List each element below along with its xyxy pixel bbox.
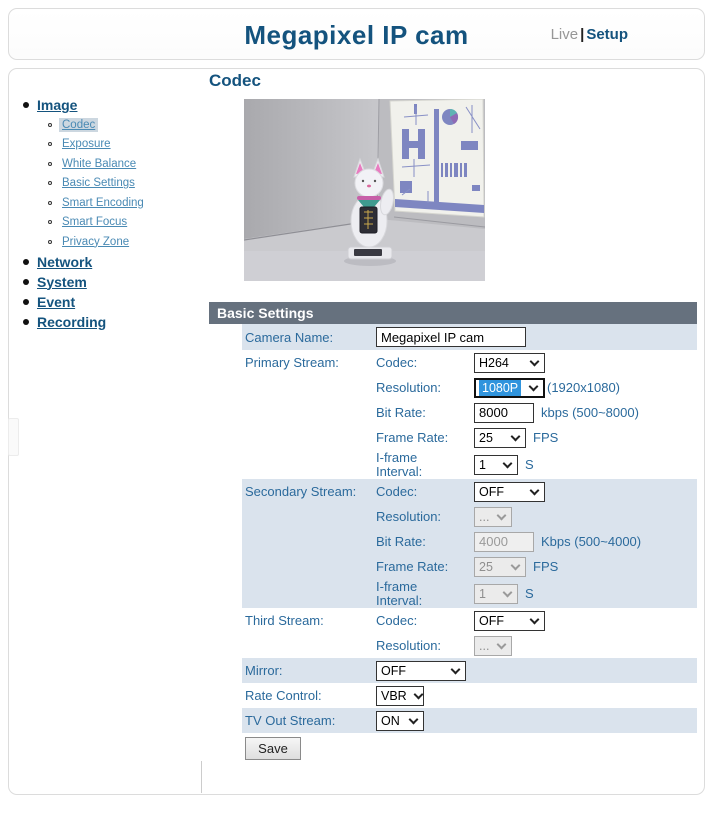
primary-resolution-hint: (1920x1080): [547, 380, 620, 395]
chevron-down-icon: [503, 587, 513, 597]
camera-preview: [244, 99, 485, 281]
primary-resolution-row: [242, 375, 697, 400]
sidebar-item-smart-encoding-label[interactable]: Smart Encoding: [62, 196, 144, 209]
chevron-down-icon: [503, 458, 513, 468]
sidebar-item-network[interactable]: [9, 252, 201, 272]
sidebar-item-white-balance-label[interactable]: White Balance: [62, 157, 137, 170]
primary-codec-select[interactable]: H264: [474, 353, 545, 373]
rate-control-row: [242, 683, 697, 708]
sidebar-item-white-balance[interactable]: [9, 154, 201, 174]
primary-bitrate-input[interactable]: [474, 403, 534, 423]
secondary-iframe-hint: S: [525, 586, 534, 601]
chevron-down-icon: [511, 431, 521, 441]
mirror-label: Mirror:: [245, 663, 283, 678]
sidebar-item-image-label[interactable]: Image: [37, 97, 78, 113]
secondary-resolution-row: [242, 504, 697, 529]
link-separator: |: [580, 26, 585, 43]
secondary-bitrate-input: [474, 532, 534, 552]
chevron-down-icon: [497, 639, 507, 649]
secondary-codec-select[interactable]: OFF: [474, 482, 545, 502]
chevron-down-icon: [530, 485, 540, 495]
sidebar-item-system[interactable]: [9, 272, 201, 292]
sidebar-item-event-label[interactable]: Event: [37, 293, 76, 310]
live-link[interactable]: Live: [550, 26, 579, 43]
sidebar-item-system-label[interactable]: System: [37, 273, 87, 290]
third-resolution-row: [242, 633, 697, 658]
primary-bitrate-hint: kbps (500~8000): [541, 405, 639, 420]
third-codec-label: Codec:: [376, 613, 418, 628]
secondary-resolution-select: ...: [474, 507, 512, 527]
secondary-iframe-select: 1: [474, 584, 518, 604]
primary-iframe-row: [242, 450, 697, 479]
chevron-down-icon: [413, 689, 423, 699]
camera-name-label: Camera Name:: [245, 329, 334, 345]
settings-form: [242, 324, 697, 760]
secondary-bitrate-row: [242, 529, 697, 554]
bullet-circle-icon: [48, 201, 52, 205]
chevron-down-icon: [529, 381, 539, 391]
sidebar-item-basic-settings-label[interactable]: Basic Settings: [62, 177, 135, 190]
primary-stream-label: Primary Stream:: [245, 355, 339, 370]
main-panel: [8, 68, 705, 795]
content-area: [209, 69, 706, 796]
primary-iframe-hint: S: [525, 457, 534, 472]
bullet-dot-icon: [23, 102, 29, 108]
secondary-resolution-label: Resolution:: [376, 509, 442, 524]
primary-framerate-hint: FPS: [533, 430, 559, 445]
chevron-down-icon: [451, 664, 461, 674]
secondary-framerate-label: Frame Rate:: [376, 559, 449, 574]
primary-codec-label: Codec:: [376, 355, 418, 370]
primary-resolution-select[interactable]: 1080P: [474, 378, 545, 398]
sidebar-item-smart-focus-label[interactable]: Smart Focus: [62, 216, 128, 229]
scroll-handle[interactable]: [8, 418, 19, 456]
secondary-framerate-select: 25: [474, 557, 526, 577]
bullet-dot-icon: [23, 319, 29, 325]
secondary-bitrate-hint: Kbps (500~4000): [541, 534, 642, 549]
third-stream-label: Third Stream:: [245, 613, 324, 628]
secondary-stream-label: Secondary Stream:: [245, 484, 357, 499]
camera-name-row: [242, 324, 697, 350]
third-resolution-select: ...: [474, 636, 512, 656]
secondary-framerate-row: [242, 554, 697, 579]
secondary-framerate-hint: FPS: [533, 559, 559, 574]
mirror-select[interactable]: OFF: [376, 661, 466, 681]
bullet-circle-icon: [48, 123, 52, 127]
primary-iframe-label: I-frame Interval:: [376, 449, 423, 479]
bullet-circle-icon: [48, 142, 52, 146]
primary-bitrate-row: [242, 400, 697, 425]
setup-link[interactable]: Setup: [586, 26, 628, 43]
sidebar-item-smart-encoding[interactable]: [9, 193, 201, 213]
chevron-down-icon: [530, 356, 540, 366]
camera-name-input[interactable]: [376, 327, 526, 347]
header: [8, 8, 705, 60]
sidebar-item-codec-label[interactable]: Codec: [59, 118, 98, 132]
primary-codec-row: [242, 350, 697, 375]
secondary-iframe-row: [242, 579, 697, 608]
chevron-down-icon: [497, 510, 507, 520]
save-button[interactable]: Save: [245, 737, 301, 760]
primary-framerate-row: [242, 425, 697, 450]
sidebar-item-event[interactable]: [9, 292, 201, 312]
primary-framerate-select[interactable]: 25: [474, 428, 526, 448]
sidebar-item-exposure[interactable]: [9, 135, 201, 155]
secondary-codec-label: Codec:: [376, 484, 418, 499]
sidebar-item-network-label[interactable]: Network: [37, 253, 93, 270]
chevron-down-icon: [530, 614, 540, 624]
app-title: Megapixel IP cam: [244, 20, 469, 50]
tv-out-row: [242, 708, 697, 733]
primary-framerate-label: Frame Rate:: [376, 430, 449, 445]
sidebar-item-smart-focus[interactable]: [9, 213, 201, 233]
bullet-circle-icon: [48, 220, 52, 224]
third-codec-row: [242, 608, 697, 633]
page-title: Codec: [209, 71, 261, 90]
tv-out-label: TV Out Stream:: [245, 713, 336, 728]
sidebar-item-privacy-zone[interactable]: [9, 232, 201, 252]
rate-control-label: Rate Control:: [245, 688, 322, 703]
secondary-codec-row: [242, 479, 697, 504]
tv-out-select[interactable]: ON: [376, 711, 424, 731]
secondary-iframe-label: I-frame Interval:: [376, 578, 423, 608]
bullet-dot-icon: [23, 279, 29, 285]
sidebar-divider: [201, 761, 202, 793]
sidebar: [9, 69, 201, 332]
bullet-circle-icon: [48, 240, 52, 244]
sidebar-item-exposure-label[interactable]: Exposure: [62, 138, 111, 151]
third-codec-select[interactable]: OFF: [474, 611, 545, 631]
sidebar-item-recording-label[interactable]: Recording: [37, 313, 107, 330]
primary-iframe-select[interactable]: 1: [474, 455, 518, 475]
sidebar-item-basic-settings[interactable]: [9, 174, 201, 194]
bullet-dot-icon: [23, 299, 29, 305]
section-header: Basic Settings: [209, 302, 697, 324]
sidebar-item-recording[interactable]: [9, 312, 201, 332]
primary-resolution-label: Resolution:: [376, 380, 442, 395]
third-resolution-label: Resolution:: [376, 638, 442, 653]
bullet-circle-icon: [48, 181, 52, 185]
bullet-dot-icon: [23, 259, 29, 265]
chevron-down-icon: [511, 560, 521, 570]
primary-bitrate-label: Bit Rate:: [376, 405, 426, 420]
rate-control-select[interactable]: VBR: [376, 686, 424, 706]
secondary-bitrate-label: Bit Rate:: [376, 534, 426, 549]
chevron-down-icon: [409, 714, 419, 724]
sidebar-item-image[interactable]: [9, 95, 201, 115]
header-links: [551, 26, 628, 43]
sidebar-item-codec[interactable]: [9, 115, 201, 135]
bullet-circle-icon: [48, 162, 52, 166]
sidebar-item-privacy-zone-label[interactable]: Privacy Zone: [62, 235, 130, 248]
mirror-row: [242, 658, 697, 683]
